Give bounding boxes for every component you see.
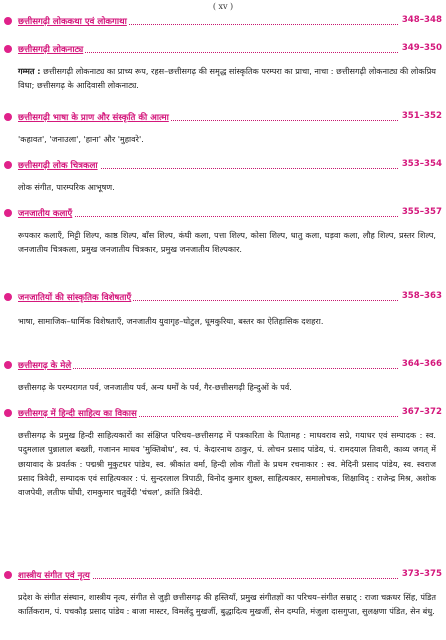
entry-title: जनजातीय कलाएँ (18, 209, 73, 219)
toc-entry[interactable] (4, 568, 442, 582)
bullet-icon (4, 571, 12, 579)
entry-description: भाषा, सामाजिक–धार्मिक विशेषताएँ, जनजातीय युवागृह–घोटुल, धूमकुरिया, बस्तर का ऐतिहासिक दशहरा. (18, 316, 324, 326)
bullet-icon (4, 113, 12, 121)
entry-description: छत्तीसगढ़ के परम्परागत पर्व, जनजातीय पर्व, अन्य धर्मों के पर्व, गैर-छत्तीसगढ़ी हिन्दुओं के पर्व. (18, 382, 292, 392)
entry-title: छत्तीसगढ़ी लोकनाट्य (18, 45, 84, 55)
bullet-icon (4, 293, 12, 301)
toc-entry[interactable] (4, 290, 442, 304)
toc-entry[interactable] (4, 42, 442, 56)
entry-description: 'कहावत', 'जनाउला', 'हाना' और 'मुहावरे'. (18, 134, 144, 144)
leader-dots (18, 368, 442, 369)
entry-pages: 364–366 (399, 359, 442, 369)
toc-entry[interactable] (4, 14, 442, 28)
entry-pages: 355–357 (399, 207, 442, 217)
entry-pages: 349–350 (399, 43, 442, 53)
entry-description: रूपकार कलाएँ, मिट्टी शिल्प, काष्ठ शिल्प, बाँस शिल्प, कंघी कला, पत्ता शिल्प, कोसा शिल्प, धातु कला, घड़वा कला, लौह शिल्प, प्रस्तर शिल्प, जनजातीय चित्रकला, प्रमुख जनजातीय चित्रकार, प्रमुख जनजातीय शिल्पकार. (18, 230, 436, 255)
bullet-icon (4, 409, 12, 417)
entry-pages: 373–375 (399, 569, 442, 579)
bullet-icon (4, 209, 12, 217)
description-text: छत्तीसगढ़ी लोकनाट्य का प्राच्य रूप, रहस–छत्तीसगढ़ की समृद्ध सांस्कृतिक परम्परा का प्राचा, नाचा : छत्तीसगढ़ी लोकनाट्य की लोकप्रिय विधा; छत्तीसगढ़ के आदिवासी लोकनाट्य. (18, 66, 436, 91)
entry-title: शास्त्रीय संगीत एवं नृत्य (18, 571, 90, 581)
bullet-icon (4, 17, 12, 25)
bullet-icon (4, 161, 12, 169)
entry-title: छत्तीसगढ़ी लोककथा एवं लोकगाथा (18, 17, 127, 27)
entry-description: लोक संगीत, पारम्परिक आभूषण. (18, 182, 115, 192)
toc-entry[interactable] (4, 110, 442, 124)
entry-pages: 358–363 (399, 291, 442, 301)
entry-pages: 348–348 (399, 15, 442, 25)
toc-entry[interactable] (4, 206, 442, 220)
page-number: ( xv ) (212, 2, 234, 11)
toc-entry[interactable] (4, 158, 442, 172)
entry-description (18, 64, 436, 93)
entry-title: जनजातियों की सांस्कृतिक विशेषताएँ (18, 293, 132, 303)
bullet-icon (4, 361, 12, 369)
bullet-icon (4, 45, 12, 53)
description-label: गम्मत : (18, 66, 41, 76)
entry-title: छत्तीसगढ़ी लोक चित्रकला (18, 161, 98, 171)
entry-description: छत्तीसगढ़ के प्रमुख हिन्दी साहित्यकारों का संक्षिप्त परिचय–छत्तीसगढ़ में पत्रकारिता के पितामह : माधवराव सप्रे, गयाधर एवं सम्पादक : स्व. पदुमलाल पुन्नालाल बख्शी, गजानन माधव 'मुक्तिबोध', स्व. पं. केदारनाथ ठाकुर, पं. लोचन प्रसाद पांडेय, पं. रामदयाल तिवारी, काव्य जगत् में छायावाद के प्रवर्तक : पद्मश्री मुकुटधर पांडेय, स्व. श्रीकांत वर्मा, हिन्दी लोक गीतों के प्रथम रचनाकार : स्व. मेदिनी प्रसाद पांडेय, स्व. स्वराज प्रसाद त्रिवेदी, सम्पादक एवं साहित्यकार : पं. सुन्दरलाल त्रिपाठी, विनोद कुमार शुक्ल, साहित्यकार, समालोचक, शिक्षाविद् : राजेन्द्र मिश्र, अशोक वाजपेयी, लतीफ घोंघी, रामकुमार चतुर्वेदी 'चंचल', क्रांति त्रिवेदी. (18, 430, 436, 498)
toc-entry[interactable] (4, 406, 442, 420)
entry-pages: 367–372 (399, 407, 442, 417)
entry-description: प्रदेश के संगीत संस्थान, शास्त्रीय नृत्य, संगीत से जुड़ी छत्तीसगढ़ की हस्तियाँ, प्रमुख संगीतज्ञों का परिचय–संगीत सम्राट् : राजा चक्रधर सिंह, पंडित कार्तिकराम, पं. पचकौड़ प्रसाद पांडेय : बाजा मास्टर, विमलेंदु मुखर्जी, बुद्धादित्य मुखर्जी, सेन दम्पति, मंजुला दासगुप्ता, सुलक्षणा पंडित, सेन बंधु. (18, 592, 436, 617)
entry-title: छत्तीसगढ़ी भाषा के प्राण और संस्कृति की आत्मा (18, 113, 169, 123)
entry-title: छत्तीसगढ़ में हिन्दी साहित्य का विकास (18, 409, 137, 419)
toc-entry[interactable] (4, 358, 442, 372)
entry-pages: 353–354 (399, 159, 442, 169)
entry-pages: 351–352 (399, 111, 442, 121)
entry-title: छत्तीसगढ़ के मेले (18, 361, 72, 371)
leader-dots (18, 216, 442, 217)
